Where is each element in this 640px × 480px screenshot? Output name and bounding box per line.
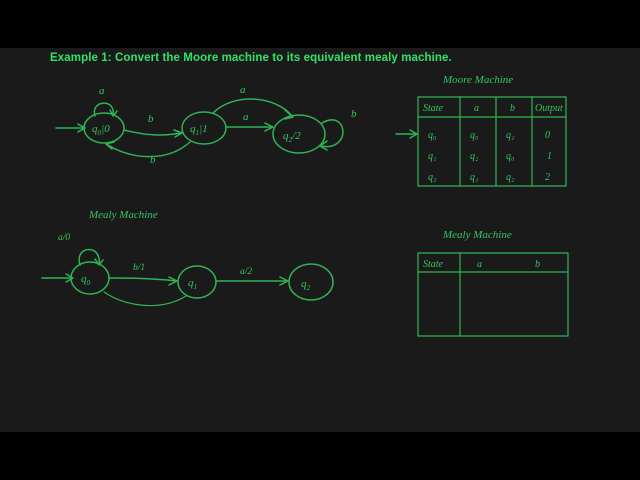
mealy-table-header-b: b — [535, 259, 540, 270]
moore-edge-q1-q2-lower-label: a — [243, 111, 249, 123]
moore-edge-q1-q0-label: b — [150, 154, 156, 166]
moore-q0-self-loop-label: a — [99, 85, 105, 97]
mealy-state-q2-label: $q_2$ — [301, 278, 311, 292]
moore-table-r2-c1: q₁ — [470, 172, 479, 183]
moore-table-r0-c2: q₁ — [506, 130, 515, 141]
mealy-edge-q1-q2-label: a/2 — [240, 267, 253, 277]
moore-table-r0-c3: 0 — [545, 130, 550, 141]
moore-table-header-a: a — [474, 103, 479, 114]
mealy-table-header-state: State — [423, 259, 443, 270]
moore-edge-q0-q1 — [124, 130, 182, 137]
moore-start-arrow — [56, 124, 85, 132]
moore-table-r1-c2: q₀ — [506, 151, 515, 162]
mealy-state-q2 — [289, 264, 333, 300]
mealy-state-q1-label: $q_1$ — [188, 277, 198, 291]
moore-edge-q1-q2-lower — [226, 123, 273, 131]
moore-state-q0-label: $q_0|0$ — [92, 123, 110, 137]
mealy-edge-q0-q1-label: b/1 — [133, 263, 146, 273]
moore-table-r2-c2: q₂ — [506, 172, 515, 183]
mealy-edge-q1-q2 — [216, 277, 288, 285]
mealy-table — [418, 229, 568, 336]
mealy-table-caption: Mealy Machine — [443, 229, 512, 241]
mealy-q0-self-loop-label: a/0 — [58, 233, 71, 243]
moore-table-row — [428, 151, 552, 162]
moore-table-r2-c3: 2 — [545, 172, 550, 183]
moore-table-r1-c1: q₂ — [470, 151, 479, 162]
moore-table-row — [396, 130, 550, 141]
moore-table-header-output: Output — [535, 103, 563, 114]
moore-table-r2-c0: q₂ — [428, 172, 437, 183]
moore-table-r1-c3: 1 — [547, 151, 552, 162]
mealy-edge-q1-q0 — [104, 292, 186, 306]
moore-diagram-group — [56, 84, 357, 166]
moore-table-r1-c0: q₁ — [428, 151, 437, 162]
moore-table — [396, 74, 566, 186]
moore-edge-q1-q2-upper — [213, 99, 293, 119]
mealy-state-q0-label: $q_0$ — [81, 273, 91, 287]
moore-table-header-b: b — [510, 103, 515, 114]
moore-table-header-state: State — [423, 103, 443, 114]
moore-state-q1-label: $q_1|1$ — [190, 123, 208, 137]
moore-q2-self-loop-label: b — [351, 108, 357, 120]
moore-table-r0-c1: q₀ — [470, 130, 479, 141]
moore-q2-self-loop — [320, 120, 343, 150]
moore-table-r0-c0: q₀ — [428, 130, 437, 141]
mealy-diagram-caption: Mealy Machine — [89, 209, 158, 221]
moore-table-caption: Moore Machine — [443, 74, 514, 86]
moore-edge-q0-q1-label: b — [148, 113, 154, 125]
moore-edge-q1-q0 — [106, 142, 190, 157]
mealy-table-header-a: a — [477, 259, 482, 270]
moore-edge-q1-q2-upper-label: a — [240, 84, 246, 96]
page-title: Example 1: Convert the Moore machine to its equivalent mealy machine. — [50, 52, 452, 64]
mealy-start-arrow — [42, 274, 73, 282]
moore-state-q2-label: $q_2/2$ — [283, 130, 301, 144]
mealy-edge-q0-q1 — [109, 277, 177, 285]
mealy-diagram-group — [42, 209, 333, 306]
